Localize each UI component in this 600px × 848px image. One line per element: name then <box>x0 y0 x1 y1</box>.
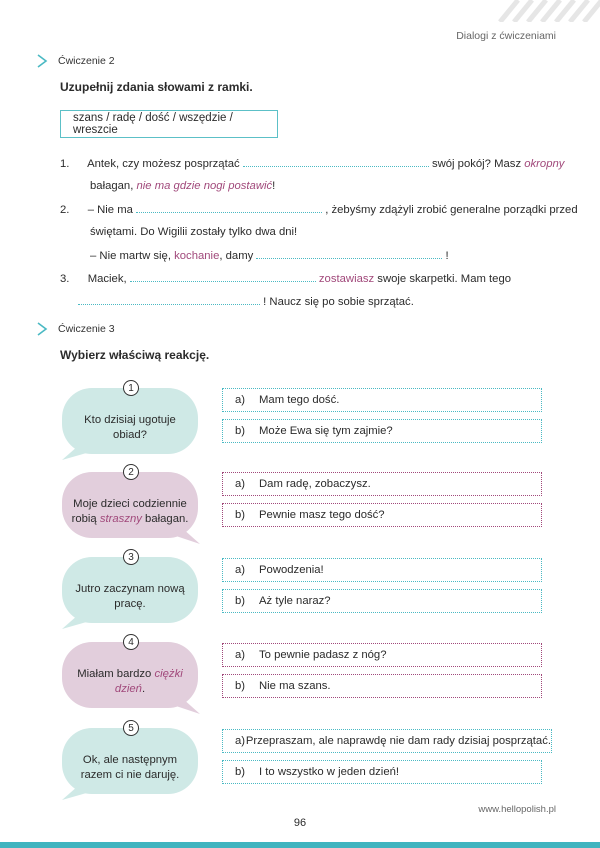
item-text: swój pokój? Masz <box>431 158 522 170</box>
header-title: Dialogi z ćwiczeniami <box>456 30 556 42</box>
answer-option-a[interactable] <box>222 729 552 753</box>
item-text: bałagan, <box>90 180 134 192</box>
bubble-text-part: Moje dzieci codziennie robią <box>71 498 187 525</box>
option-letter: b) <box>235 425 246 437</box>
speech-bubble <box>60 382 200 460</box>
item-number: 2. <box>60 204 70 216</box>
item-number: 3. <box>60 273 70 285</box>
exercise-2-item-2-line-3 <box>90 249 449 262</box>
speech-bubble <box>60 551 200 629</box>
exercise-2-item-3-line-1 <box>60 272 511 285</box>
bubble-number: 5 <box>123 720 139 736</box>
exercise-3-instruction: Wybierz właściwą reakcję. <box>60 348 210 362</box>
bubble-number: 3 <box>123 549 139 565</box>
bubble-text-highlight: ciężki dzień <box>114 668 183 695</box>
bubble-text-highlight: straszny <box>99 513 142 525</box>
item-highlight: zostawiasz <box>318 273 375 285</box>
answer-option-b[interactable] <box>222 760 542 784</box>
exercise-3-label: Ćwiczenie 3 <box>58 323 115 335</box>
bubble-text <box>68 742 192 794</box>
bottom-bar <box>0 842 600 848</box>
exercise-2-item-2-line-2 <box>90 226 297 238</box>
bubble-number: 1 <box>123 380 139 396</box>
option-text: Mam tego dość. <box>259 394 340 406</box>
option-text: Dam radę, zobaczysz. <box>259 478 371 490</box>
exercise-2-item-2-line-1 <box>60 203 578 216</box>
option-text: I to wszystko w jeden dzień! <box>259 766 400 778</box>
bubble-text-content: Kto dzisiaj ugotuje obiad? <box>84 414 176 441</box>
chevron-right-icon <box>36 322 48 336</box>
item-text: Maciek, <box>87 273 127 285</box>
bubble-text <box>68 486 192 538</box>
option-text: To pewnie padasz z nóg? <box>259 649 387 661</box>
item-highlight: okropny <box>524 158 565 170</box>
answer-option-a[interactable] <box>222 643 542 667</box>
header-stripes-decoration <box>490 0 600 22</box>
bubble-text-content: Ok, ale następnym razem ci nie daruję. <box>80 754 180 781</box>
exercise-2-item-1-line-2 <box>90 180 275 192</box>
item-text: ! <box>272 180 276 192</box>
answer-blank[interactable] <box>130 272 316 282</box>
footer-url[interactable]: www.hellopolish.pl <box>478 804 556 815</box>
option-text: Nie ma szans. <box>259 680 331 692</box>
option-text: Pewnie masz tego dość? <box>259 509 385 521</box>
item-highlight: kochanie <box>174 250 220 262</box>
item-text: świętami. Do Wigilii zostały tylko dwa dni! <box>90 226 298 238</box>
exercise-2-item-1-line-1 <box>60 157 564 170</box>
exercise-2-item-3-line-2 <box>78 295 414 308</box>
option-text: Może Ewa się tym zajmie? <box>259 425 393 437</box>
bubble-text-part: bałagan. <box>145 513 189 525</box>
chevron-right-icon <box>36 54 48 68</box>
item-text: – Nie martw się, <box>90 250 171 262</box>
option-letter: a) <box>235 394 246 406</box>
exercise-2-label: Ćwiczenie 2 <box>58 55 115 67</box>
option-letter: b) <box>235 766 246 778</box>
answer-blank[interactable] <box>136 203 322 213</box>
option-text: Aż tyle naraz? <box>259 595 331 607</box>
bubble-text <box>68 402 192 454</box>
answer-blank[interactable] <box>78 295 260 305</box>
option-text: Powodzenia! <box>259 564 324 576</box>
answer-option-b[interactable] <box>222 674 542 698</box>
option-letter: a) <box>235 564 246 576</box>
bubble-number: 4 <box>123 634 139 650</box>
answer-option-a[interactable] <box>222 388 542 412</box>
item-text: , damy <box>219 250 254 262</box>
item-text: – Nie ma <box>87 204 133 216</box>
exercise-3-heading <box>36 322 115 336</box>
answer-option-b[interactable] <box>222 503 542 527</box>
page-number: 96 <box>293 817 307 829</box>
option-text: Przepraszam, ale naprawdę nie dam rady dzisiaj posprzątać. <box>245 735 551 747</box>
answer-option-a[interactable] <box>222 472 542 496</box>
option-letter: a) <box>235 478 246 490</box>
bubble-number: 2 <box>123 464 139 480</box>
word-box-text: szans / radę / dość / wszędzie / wreszcie <box>73 112 233 136</box>
item-text: , żebyśmy zdążyli zrobić generalne porządki przed <box>325 204 578 216</box>
bubble-text-part: Miałam bardzo <box>77 668 152 680</box>
answer-option-b[interactable] <box>222 419 542 443</box>
exercise-2-heading <box>36 54 115 68</box>
bubble-text-part: . <box>141 683 146 695</box>
bubble-text-content: Jutro zaczynam nową pracę. <box>75 583 185 610</box>
answer-option-a[interactable] <box>222 558 542 582</box>
option-letter: b) <box>235 680 246 692</box>
item-highlight: nie ma gdzie nogi postawić <box>136 180 273 192</box>
option-letter: b) <box>235 509 246 521</box>
answer-option-b[interactable] <box>222 589 542 613</box>
item-number: 1. <box>60 158 70 170</box>
speech-bubble <box>60 636 200 714</box>
exercise-2-instruction: Uzupełnij zdania słowami z ramki. <box>60 80 253 94</box>
speech-bubble <box>60 466 200 544</box>
bubble-text-content <box>68 497 192 527</box>
option-letter: b) <box>235 595 246 607</box>
speech-bubble <box>60 722 200 800</box>
item-text: Antek, czy możesz posprzątać <box>87 158 240 170</box>
item-text: swoje skarpetki. Mam tego <box>377 273 512 285</box>
item-text: ! <box>445 250 449 262</box>
word-box <box>60 110 278 138</box>
item-text: ! Naucz się po sobie sprzątać. <box>263 296 414 308</box>
bubble-text <box>68 571 192 623</box>
bubble-text <box>68 656 192 708</box>
bubble-text-content <box>68 667 192 697</box>
answer-blank[interactable] <box>256 249 442 259</box>
option-letter: a) <box>235 649 246 661</box>
option-letter: a) <box>235 735 246 747</box>
answer-blank[interactable] <box>243 157 429 167</box>
